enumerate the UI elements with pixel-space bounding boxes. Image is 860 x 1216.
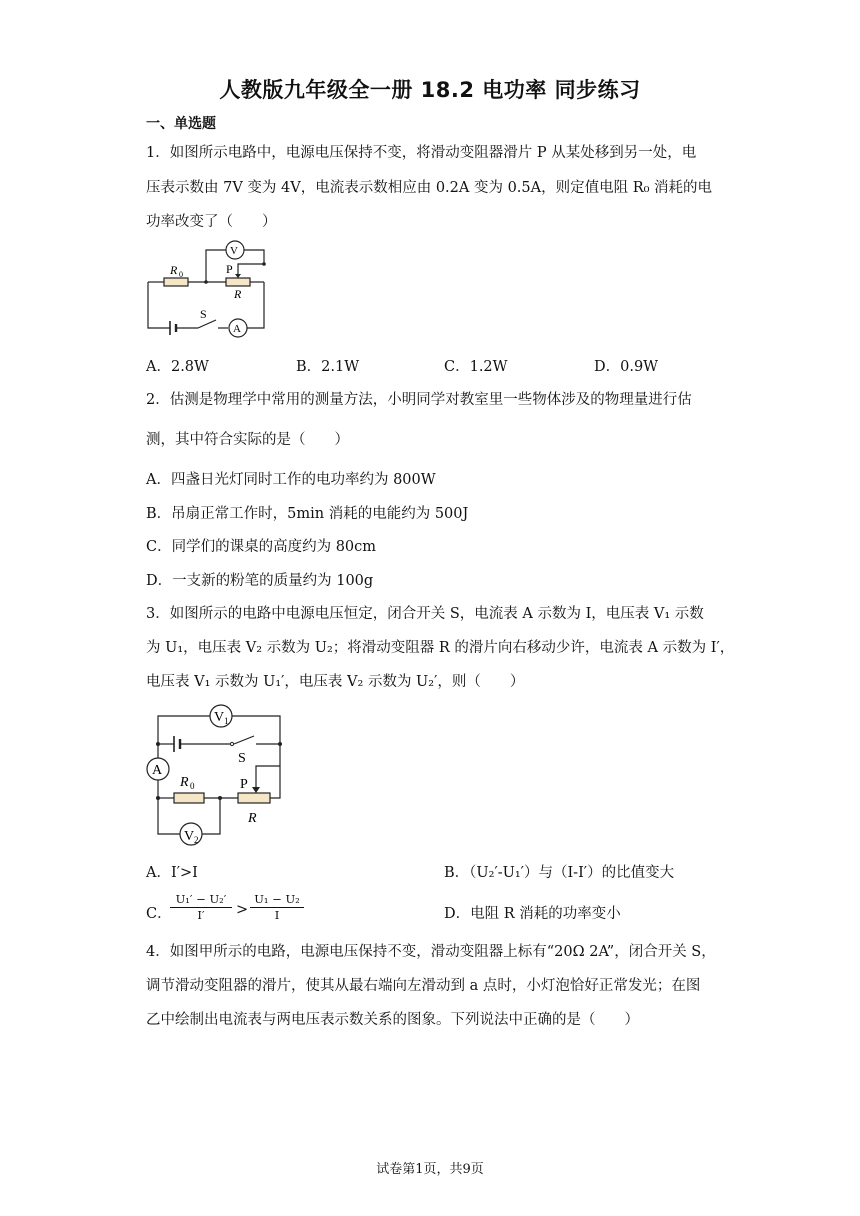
q2-line-1: 2．估测是物理学中常用的测量方法，小明同学对教室里一些物体涉及的物理量进行估 — [146, 392, 692, 408]
q3-option-c-left-denominator: I′ — [197, 908, 205, 922]
q3-v1-subscript: 1 — [224, 716, 229, 726]
q3-v2-subscript: 2 — [194, 835, 199, 845]
q3-v1-label: V — [214, 710, 225, 725]
q2-option-d: D．一支新的粉笔的质量约为 100g — [146, 573, 374, 589]
q1-ammeter-label: A — [233, 323, 241, 335]
q3-circuit-diagram — [144, 700, 294, 850]
q3-r0-subscript: 0 — [190, 781, 195, 791]
q3-line-1: 3．如图所示的电路中电源电压恒定，闭合开关 S，电流表 A 示数为 I，电压表 V₁ 示数 — [146, 606, 704, 622]
q3-v2-label: V — [184, 829, 195, 844]
q4-line-3: 乙中绘制出电流表与两电压表示数关系的图象。下列说法中正确的是（ ） — [146, 1012, 639, 1028]
q3-option-c-left-fraction — [170, 892, 232, 922]
q1-option-c: C．1.2W — [444, 359, 508, 375]
q2-option-a: A．四盏日光灯同时工作的电功率约为 800W — [146, 472, 436, 488]
q4-line-1: 4．如图甲所示的电路，电源电压保持不变，滑动变阻器上标有“20Ω 2A”，闭合开关 S， — [146, 944, 716, 960]
q3-option-c-left-numerator: U₁′ − U₂′ — [170, 892, 232, 908]
q1-p-label: P — [226, 262, 233, 276]
q1-s-label: S — [200, 307, 207, 321]
q3-option-d: D．电阻 R 消耗的功率变小 — [444, 906, 621, 922]
q4-line-2: 调节滑动变阻器的滑片，使其从最右端向左滑动到 a 点时，小灯泡恰好正常发光；在图 — [146, 978, 701, 994]
page-title: 人教版九年级全一册 18.2 电功率 同步练习 — [219, 78, 641, 102]
q2-option-b: B．吊扇正常工作时，5min 消耗的电能约为 500J — [146, 506, 469, 522]
q3-p-label: P — [240, 777, 248, 792]
q1-r-label: R — [234, 287, 242, 301]
q1-circuit-diagram — [140, 238, 280, 338]
q1-r0-subscript: 0 — [179, 270, 183, 279]
q2-option-c: C．同学们的课桌的高度约为 80cm — [146, 539, 377, 555]
q1-line-3: 功率改变了（ ） — [146, 214, 277, 230]
q3-line-2: 为 U₁，电压表 V₂ 示数为 U₂；将滑动变阻器 R 的滑片向右移动少许，电流表 A 示数为 I′， — [146, 640, 735, 656]
q3-option-b: B．（U₂′-U₁′）与（I-I′）的比值变大 — [444, 865, 675, 881]
q3-r0-label: R — [180, 775, 189, 790]
q3-option-c-prefix: C． — [146, 906, 172, 922]
q3-option-c-right-denominator: I — [274, 908, 280, 922]
q1-line-1: 1．如图所示电路中，电源电压保持不变，将滑动变阻器滑片 P 从某处移到另一处，电 — [146, 145, 697, 161]
q1-voltmeter-label: V — [230, 245, 238, 257]
q1-option-b: B．2.1W — [296, 359, 360, 375]
q2-line-2: 测，其中符合实际的是（ ） — [146, 432, 349, 448]
q3-option-a: A．I′>I — [146, 865, 198, 881]
q1-line-2: 压表示数由 7V 变为 4V，电流表示数相应由 0.2A 变为 0.5A，则定值电阻 R₀ 消耗的电 — [146, 180, 713, 196]
page-footer: 试卷第1页，共9页 — [376, 1162, 484, 1177]
q3-option-c-right-fraction — [250, 892, 304, 922]
q3-option-c-right-numerator: U₁ − U₂ — [250, 892, 304, 908]
q3-line-3: 电压表 V₁ 示数为 U₁′，电压表 V₂ 示数为 U₂′，则（ ） — [146, 674, 525, 690]
q1-option-d: D．0.9W — [594, 359, 659, 375]
section-heading: 一、单选题 — [146, 116, 216, 132]
q3-ammeter-label: A — [152, 763, 163, 778]
q3-r-label: R — [248, 811, 257, 826]
q1-r0-label: R — [170, 263, 178, 277]
q3-s-label: S — [238, 751, 246, 766]
q3-option-c-relation: > — [236, 902, 249, 918]
q1-option-a: A．2.8W — [146, 359, 209, 375]
